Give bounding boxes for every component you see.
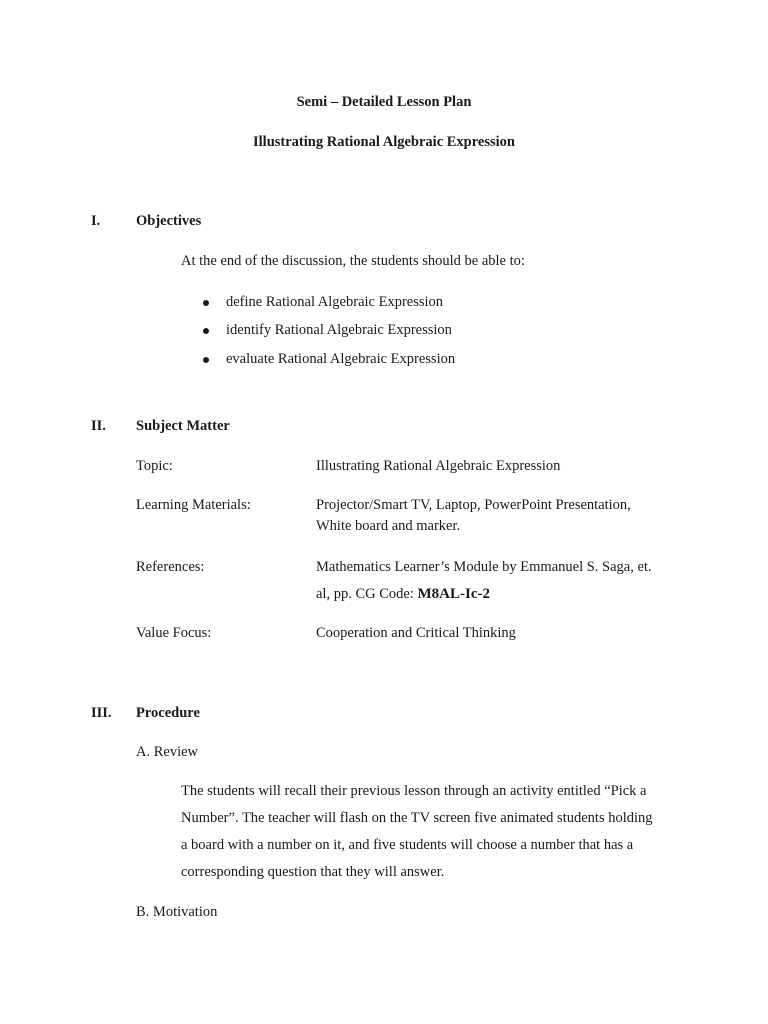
review-paragraph-line: a board with a number on it, and five students will choose a number that has a: [181, 837, 634, 853]
review-paragraph-line: Number”. The teacher will flash on the TV screen five animated students holding: [181, 810, 653, 826]
motivation-heading: B. Motivation: [136, 904, 218, 920]
references-value-line1: Mathematics Learner’s Module by Emmanuel S. Saga, et.: [316, 559, 652, 575]
section-numeral-procedure: III.: [91, 705, 112, 721]
learning-materials-value-line2: White board and marker.: [316, 518, 461, 534]
section-heading-objectives: Objectives: [136, 213, 202, 229]
references-label: References:: [136, 559, 205, 575]
bullet-icon: [203, 300, 209, 306]
references-value-line2-prefix: al, pp. CG Code:: [316, 586, 418, 602]
references-value-line2: [316, 586, 490, 603]
review-paragraph-line: The students will recall their previous lesson through an activity entitled “Pick a: [181, 783, 647, 799]
bullet-icon: [203, 328, 209, 334]
document-title: Semi – Detailed Lesson Plan: [296, 94, 472, 110]
objective-item: evaluate Rational Algebraic Expression: [226, 351, 456, 367]
review-paragraph-line: corresponding question that they will answer.: [181, 864, 445, 880]
cg-code: M8AL-Ic-2: [417, 586, 490, 602]
value-focus-value: Cooperation and Critical Thinking: [316, 625, 516, 641]
objective-item: define Rational Algebraic Expression: [226, 294, 444, 310]
section-heading-subject-matter: Subject Matter: [136, 418, 230, 434]
document-subtitle: Illustrating Rational Algebraic Expression: [253, 134, 515, 150]
bullet-icon: [203, 357, 209, 363]
review-heading: A. Review: [136, 744, 199, 760]
objective-item: identify Rational Algebraic Expression: [226, 322, 452, 338]
value-focus-label: Value Focus:: [136, 625, 212, 641]
topic-value: Illustrating Rational Algebraic Expression: [316, 458, 561, 474]
learning-materials-label: Learning Materials:: [136, 497, 251, 513]
section-heading-procedure: Procedure: [136, 705, 200, 721]
topic-label: Topic:: [136, 458, 173, 474]
objectives-intro: At the end of the discussion, the students should be able to:: [181, 253, 525, 269]
section-numeral-subject-matter: II.: [91, 418, 106, 434]
section-numeral-objectives: I.: [91, 213, 101, 229]
learning-materials-value-line1: Projector/Smart TV, Laptop, PowerPoint Presentation,: [316, 497, 631, 513]
